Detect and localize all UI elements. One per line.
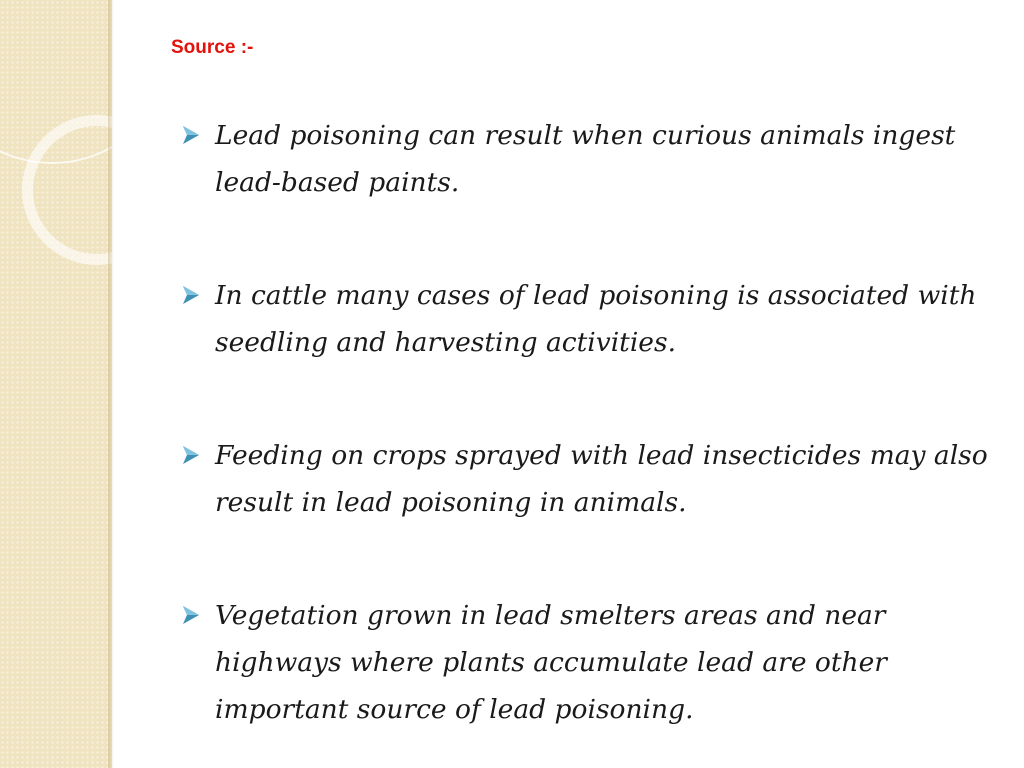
bullet-list bbox=[178, 112, 998, 733]
slide-title: Source :- bbox=[171, 37, 254, 58]
bullet-item bbox=[178, 432, 998, 526]
arrowhead-bullet-icon bbox=[182, 285, 200, 305]
bullet-text: Feeding on crops sprayed with lead insecticides may also result in lead poisoning in animals. bbox=[215, 440, 988, 518]
decorative-side-panel bbox=[0, 0, 112, 768]
side-panel-shadow bbox=[108, 0, 114, 768]
arrowhead-bullet-icon bbox=[182, 125, 200, 145]
arrowhead-bullet-icon bbox=[182, 445, 200, 465]
bullet-item bbox=[178, 112, 998, 206]
bullet-item bbox=[178, 272, 998, 366]
bullet-item bbox=[178, 592, 998, 733]
bullet-text: In cattle many cases of lead poisoning is associated with seedling and harvesting activities. bbox=[215, 280, 977, 358]
bullet-text: Vegetation grown in lead smelters areas and near highways where plants accumulate lead are other important source of lead poisoning. bbox=[215, 600, 887, 725]
bullet-text: Lead poisoning can result when curious animals ingest lead-based paints. bbox=[215, 120, 956, 198]
arrowhead-bullet-icon bbox=[182, 605, 200, 625]
